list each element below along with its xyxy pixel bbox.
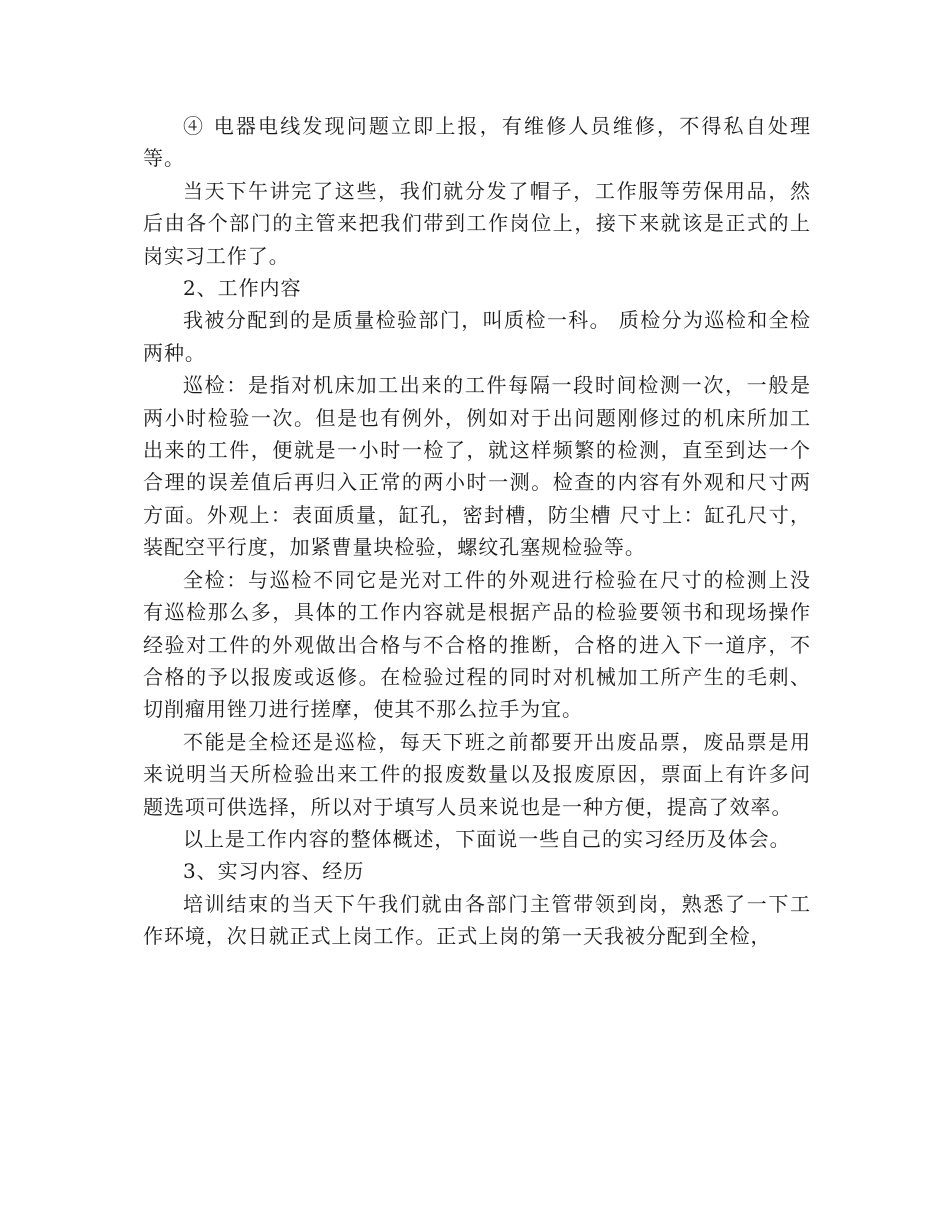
section-heading-internship-experience: 3、实习内容、经历: [183, 859, 365, 884]
paragraph-scrap-ticket: 不能是全检还是巡检，每天下班之前都要开出废品票，废品票是用来说明当天所检验出来工件的报废数量以及报废原因，票面上有许多问题选项可供选择，所以对于填写人员来说也是一种方便，提高了效率。: [143, 729, 811, 819]
document-body: [143, 110, 811, 953]
paragraph-summary: 以上是工作内容的整体概述，下面说一些自己的实习经历及体会。: [183, 826, 791, 851]
paragraph-department-assignment: 我被分配到的是质量检验部门，叫质检一科。 质检分为巡检和全检两种。: [143, 308, 811, 365]
paragraph-electrical-rule: ④ 电器电线发现问题立即上报，有维修人员维修，不得私自处理等。: [143, 114, 811, 171]
paragraph-equipment-distribution: 当天下午讲完了这些，我们就分发了帽子，工作服等劳保用品，然后由各个部门的主管来把我们带到工作岗位上，接下来就该是正式的上岗实习工作了。: [143, 178, 811, 268]
section-heading-work-content: 2、工作内容: [183, 276, 302, 301]
paragraph-first-day: 培训结束的当天下午我们就由各部门主管带领到岗，熟悉了一下工作环境，次日就正式上岗工作。正式上岗的第一天我被分配到全检，: [143, 891, 811, 949]
paragraph-full-inspection: 全检：与巡检不同它是光对工件的外观进行检验在尺寸的检测上没有巡检那么多，具体的工作内容就是根据产品的检验要领书和现场操作经验对工件的外观做出合格与不合格的推断，合格的进入下一道序，不合格的予以报废或返修。在检验过程的同时对机械加工所产生的毛刺、切削瘤用锉刀进行搓摩，使其不那么拉手为宜。: [143, 567, 811, 722]
paragraph-patrol-inspection: 巡检：是指对机床加工出来的工件每隔一段时间检测一次，一般是两小时检验一次。但是也有例外，例如对于出问题刚修过的机床所加工出来的工件，便就是一小时一检了，就这样频繁的检测，直至到达一个合理的误差值后再归入正常的两小时一测。检查的内容有外观和尺寸两方面。外观上：表面质量，缸孔，密封槽，防尘槽 尺寸上：缸孔尺寸，装配空平行度，加紧曹量块检验，螺纹孔塞规检验等。: [143, 373, 811, 560]
